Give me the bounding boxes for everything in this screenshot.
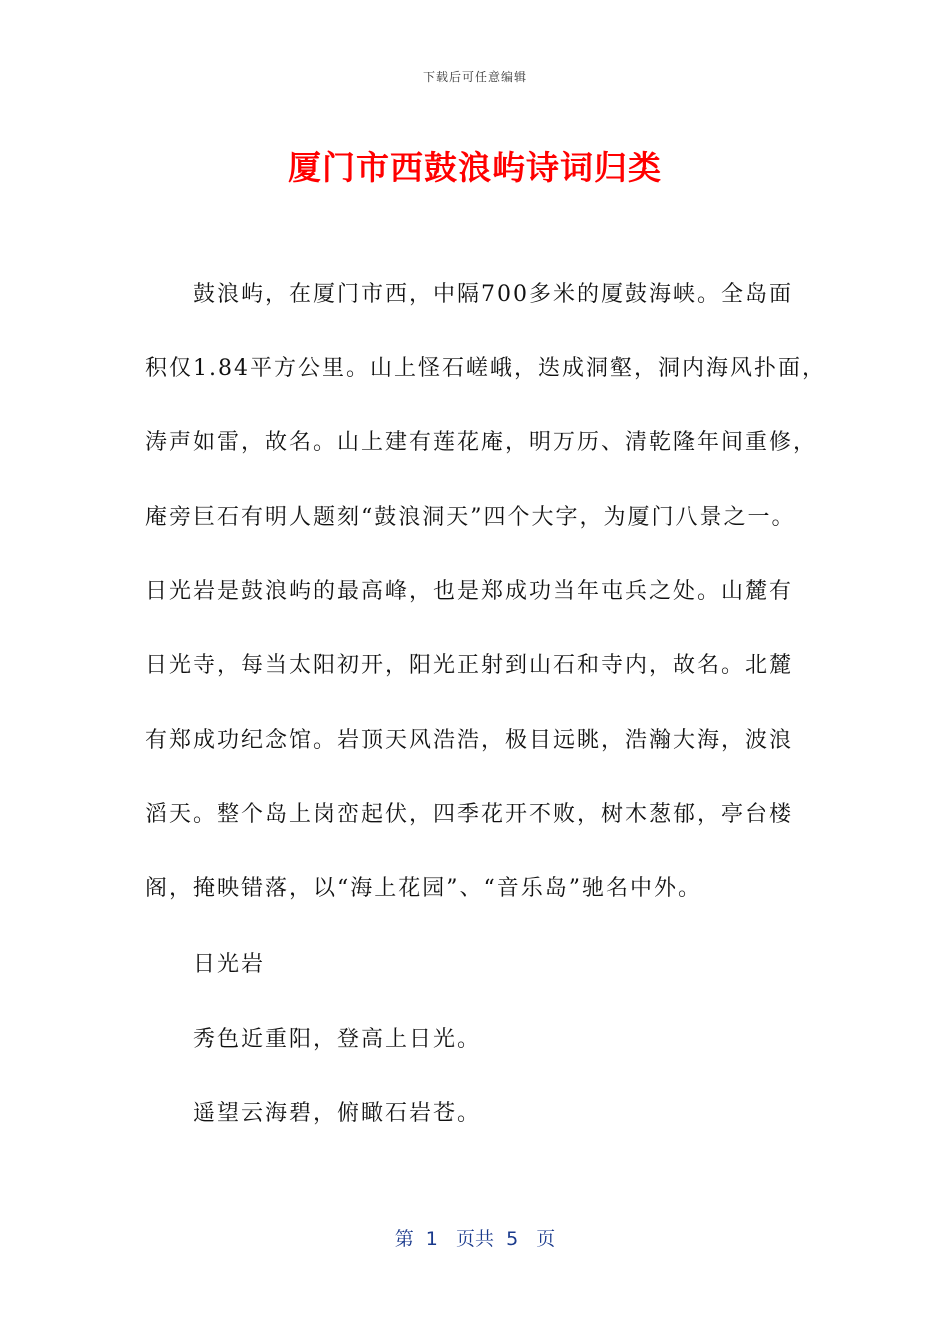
poem-line: 秀色近重阳，登高上日光。 xyxy=(193,1027,482,1052)
poem-line: 遥望云海碧，俯瞰石岩苍。 xyxy=(193,1101,482,1126)
poem-title: 日光岩 xyxy=(193,952,266,977)
paragraph-line: 鼓浪屿，在厦门市西，中隔700多米的厦鼓海峡。全岛面 xyxy=(193,282,793,307)
paragraph-line: 有郑成功纪念馆。岩顶天风浩浩，极目远眺，浩瀚大海，波浪 xyxy=(145,728,794,753)
paragraph-line: 庵旁巨石有明人题刻“鼓浪洞天”四个大字，为厦门八景之一。 xyxy=(145,505,796,530)
paragraph-line: 日光寺，每当太阳初开，阳光正射到山石和寺内，故名。北麓 xyxy=(145,653,794,678)
paragraph-line: 滔天。整个岛上岗峦起伏，四季花开不败，树木葱郁，亭台楼 xyxy=(145,802,794,827)
page-footer: 第 1 页共 5 页 xyxy=(394,1228,556,1250)
paragraph-line: 阁，掩映错落，以“海上花园”、“音乐岛”驰名中外。 xyxy=(145,876,702,901)
paragraph-line: 涛声如雷，故名。山上建有莲花庵，明万历、清乾隆年间重修， xyxy=(145,430,818,455)
document-title: 厦门市西鼓浪屿诗词归类 xyxy=(288,148,662,187)
paragraph-line: 积仅1.84平方公里。山上怪石嵯峨，迭成洞壑，洞内海风扑面， xyxy=(145,356,826,381)
paragraph-line: 日光岩是鼓浪屿的最高峰，也是郑成功当年屯兵之处。山麓有 xyxy=(145,579,794,604)
header-note: 下载后可任意编辑 xyxy=(422,70,527,84)
